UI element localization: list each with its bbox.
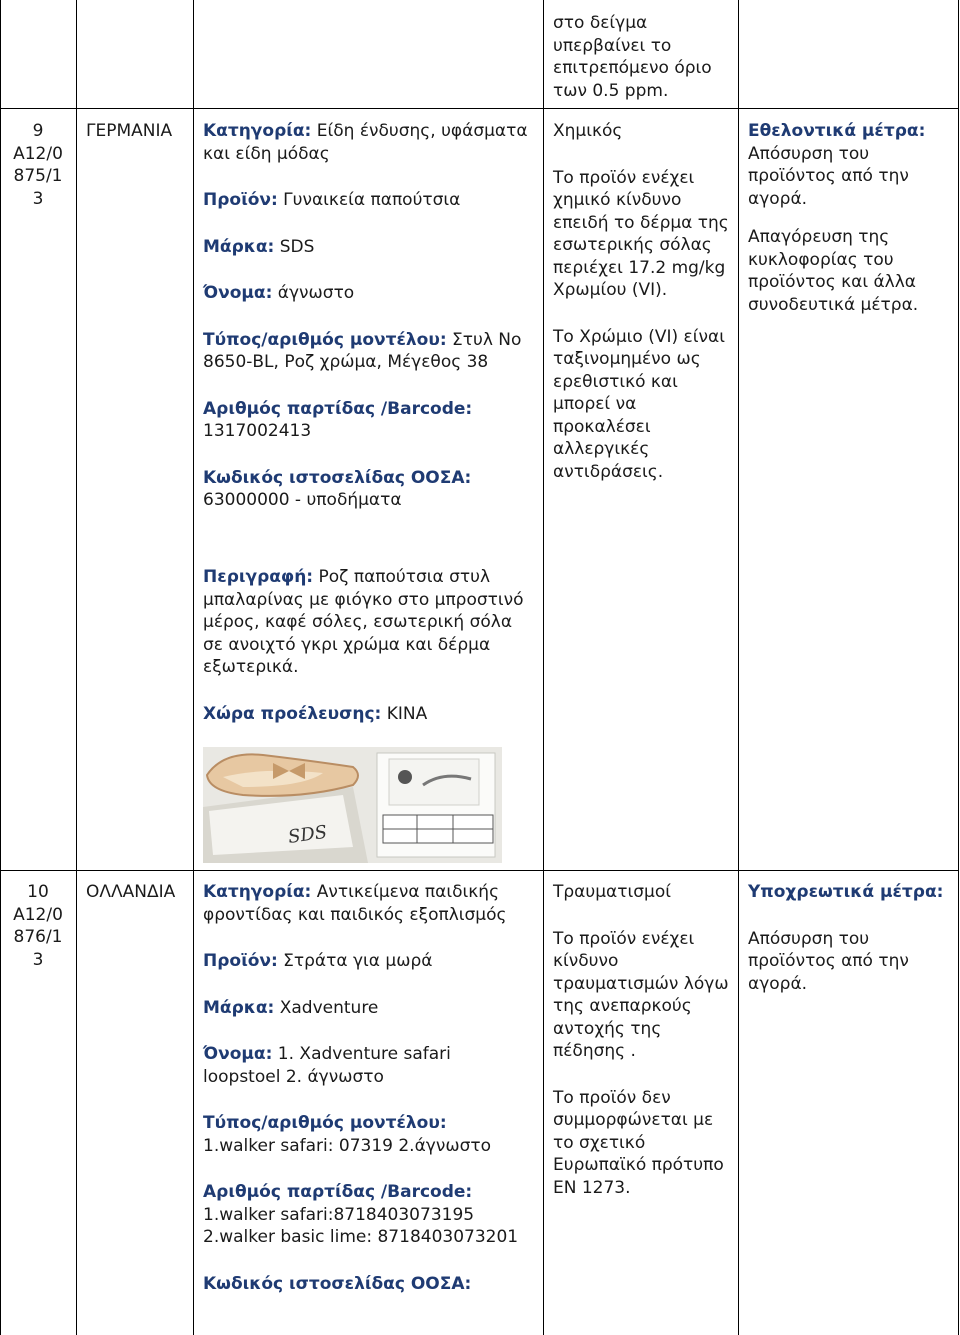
category-value: Αντικείμενα παιδικής φροντίδας και παιδικός εξοπλισμός — [203, 882, 507, 925]
measures-label: Εθελοντικά μέτρα: — [748, 121, 926, 141]
measures-column — [748, 120, 952, 316]
risk-column — [553, 881, 733, 1199]
table-border-left — [0, 0, 1, 1335]
batch-label: Αριθμός παρτίδας /Barcode: — [203, 398, 473, 419]
model-label: Τύπος/αριθμός μοντέλου: — [203, 1113, 447, 1133]
row-number: 10 — [27, 882, 49, 902]
oecd-field — [203, 1273, 533, 1296]
model-field — [203, 329, 533, 374]
batch-value: 1317002413 — [203, 421, 312, 441]
risk-column — [553, 120, 733, 483]
risk-description: Το προϊόν ενέχει κίνδυνο τραυματισμών λόγω της ανεπαρκούς αντοχής της πέδησης . — [553, 928, 729, 1061]
model-field — [203, 1112, 533, 1157]
measures-withdrawal: Απόσυρση του προϊόντος από την αγορά. — [748, 143, 909, 209]
oecd-field — [203, 467, 533, 512]
batch-label: Αριθμός παρτίδας /Barcode: — [203, 1182, 473, 1202]
shoe-photo-icon — [203, 747, 502, 863]
model-value: Στυλ Νο 8650-BL, Ροζ χρώμα, Μέγεθος 38 — [203, 329, 522, 372]
brand-label: Μάρκα: — [203, 236, 275, 257]
description-field — [203, 566, 533, 679]
product-details — [203, 120, 533, 512]
country: ΟΛΛΑΝΔΙΑ — [86, 882, 176, 902]
name-field — [203, 282, 533, 305]
row-number-ref — [2, 120, 74, 210]
column-divider — [193, 0, 194, 1335]
description-label: Περιγραφή: — [203, 567, 314, 587]
category-label: Κατηγορία: — [203, 882, 312, 902]
name-value: άγνωστο — [272, 283, 355, 303]
row-divider — [0, 108, 959, 109]
ref-line: 875/1 — [13, 166, 63, 186]
origin-label: Χώρα προέλευσης: — [203, 703, 382, 724]
product-label: Προϊόν: — [203, 951, 278, 971]
name-value: 1. Xadventure safari loopstoel 2. άγνωστο — [203, 1044, 451, 1087]
category-label: Κατηγορία: — [203, 121, 312, 141]
oecd-value: 63000000 - υποδήματα — [203, 490, 402, 510]
batch-value: 1.walker safari:8718403073195 — [203, 1204, 475, 1225]
category-field — [203, 120, 533, 165]
brand-field — [203, 236, 533, 259]
column-divider — [543, 0, 544, 1335]
description-value: Ροζ παπούτσια στυλ μπαλαρίνας με φιόγκο στο μπροστινό μέρος, καφέ σόλες, εσωτερική σόλα σε ανοιχτό γκρι χρώμα και δέρμα εξωτερικά. — [203, 567, 524, 677]
country: ΓΕΡΜΑΝΙΑ — [86, 121, 173, 141]
row-number: 9 — [32, 121, 44, 141]
batch-field — [203, 1181, 533, 1249]
risk-note: Το Χρώμιο (VI) είναι ταξινομημένο ως ερεθιστικό και μπορεί να προκαλέσει αλλεργικές αντιδράσεις. — [553, 326, 725, 482]
brand-field — [203, 997, 533, 1020]
oecd-label: Κωδικός ιστοσελίδας ΟΟΣΑ: — [203, 467, 472, 488]
product-field — [203, 189, 533, 212]
name-label: Όνομα: — [203, 283, 273, 303]
product-description — [203, 566, 533, 725]
origin-field — [203, 703, 533, 726]
risk-note: Το προϊόν δεν συμμορφώνεται με το σχετικό Ευρωπαϊκό πρότυπο EN 1273. — [553, 1087, 724, 1198]
ref-line: 3 — [32, 188, 44, 209]
model-label: Τύπος/αριθμός μοντέλου: — [203, 329, 447, 350]
batch-value: 2.walker basic lime: 8718403073201 — [203, 1227, 519, 1247]
category-field — [203, 881, 533, 926]
row-number-ref — [2, 881, 74, 971]
product-value: Στράτα για μωρά — [277, 951, 433, 971]
category-value: Είδη ένδυσης, υφάσματα και είδη μόδας — [203, 121, 528, 164]
svg-text:SDS: SDS — [286, 821, 329, 848]
brand-value: Xadventure — [274, 997, 379, 1018]
table-border-right — [958, 0, 959, 1335]
batch-field — [203, 398, 533, 443]
risk-type: Τραυματισμοί — [553, 882, 671, 902]
brand-value: SDS — [274, 236, 315, 257]
name-label: Όνομα: — [203, 1044, 273, 1064]
risk-description: Το προϊόν ενέχει χημικό κίνδυνο επειδή το δέρμα της εσωτερικής σόλας περιέχει 17.2 mg/kg Χρωμίου (VI). — [553, 167, 729, 300]
product-photo — [203, 747, 502, 863]
measures-withdrawal: Απόσυρση του προϊόντος από την αγορά. — [748, 928, 909, 994]
column-divider — [738, 0, 739, 1335]
risk-type: Χημικός — [553, 121, 623, 141]
ref-line: 876/1 — [13, 927, 63, 947]
origin-value: ΚΙΝΑ — [381, 703, 428, 724]
ref-line: A12/0 — [13, 904, 63, 925]
model-value: 1.walker safari: 07319 2.άγνωστο — [203, 1135, 491, 1156]
name-field — [203, 1043, 533, 1088]
product-details — [203, 881, 533, 1295]
measures-label: Υποχρεωτικά μέτρα: — [748, 882, 944, 902]
ref-line: A12/0 — [13, 143, 63, 164]
row-divider — [0, 870, 959, 871]
oecd-label: Κωδικός ιστοσελίδας ΟΟΣΑ: — [203, 1273, 472, 1294]
measures-column — [748, 881, 952, 995]
product-value: Γυναικεία παπούτσια — [277, 190, 461, 210]
measures-ban: Απαγόρευση της κυκλοφορίας του προϊόντος και άλλα συνοδευτικά μέτρα. — [748, 227, 919, 315]
brand-label: Μάρκα: — [203, 997, 275, 1018]
prev-row-hazard-tail: στο δείγμα υπερβαίνει το επιτρεπόμενο όριο των 0.5 ppm. — [553, 13, 712, 101]
product-field — [203, 950, 533, 973]
column-divider — [76, 0, 77, 1335]
product-label: Προϊόν: — [203, 190, 278, 210]
ref-line: 3 — [32, 949, 44, 970]
